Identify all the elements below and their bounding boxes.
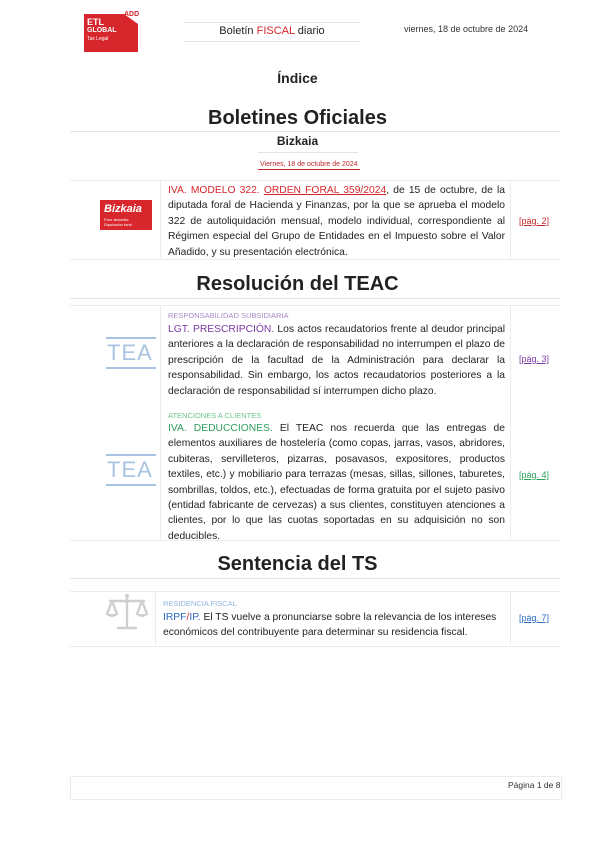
section-rule <box>70 131 560 132</box>
entry-label-b: IP. <box>189 612 201 623</box>
teac-logo-text: TEA <box>107 457 153 482</box>
bizkaia-logo-sub2: Diputación foral <box>104 222 132 227</box>
bizkaia-logo <box>100 200 152 230</box>
date-badge: Viernes, 18 de octubre de 2024 <box>260 161 358 168</box>
section-rule <box>70 298 560 299</box>
index-title: Índice <box>277 70 318 86</box>
header-date: viernes, 18 de octubre de 2024 <box>404 24 529 34</box>
etl-global-logo <box>84 11 140 52</box>
entry-divider <box>160 181 161 258</box>
teac-logo <box>106 337 156 369</box>
teac-logo <box>106 454 156 486</box>
entry-teac-2-text <box>168 421 505 544</box>
logo-tag: ADD <box>124 11 140 18</box>
entry-divider <box>155 592 156 645</box>
entry-body: El TS vuelve a pronunciarse sobre la relevancia de los intereses económicos del contribuyente para determinar su residencia fiscal. <box>163 612 497 639</box>
entry-divider <box>510 306 511 539</box>
page-link-2[interactable]: [pág. 2] <box>519 216 550 226</box>
logo-line-3: Tax Legal <box>87 36 109 42</box>
section-title-teac: Resolución del TEAC <box>196 273 399 295</box>
bulletin-title-accent: FISCAL <box>256 25 295 37</box>
section-title-boletines: Boletines Oficiales <box>208 107 387 129</box>
entry-body: El TEAC nos recuerda que las entregas de elementos auxiliares de hostelería (como copas, jarras, vasos, abridores, cubiteras, servilleteros, pizarras, posavasos, expositores, productos textiles, etc.) y mobiliario para terrazas (mesas, sillas, sillones, taburetes, sombrillas, toldos, etc.), efectuadas de forma gratuita por el sujeto pasivo (entidad fabricante de cervezas) a sus clientes, constituyen atenciones a clientes, por lo que las cuotas soportadas en su adquisición no son deducibles. <box>168 423 505 542</box>
entry-divider <box>510 592 511 645</box>
subtitle-rule <box>258 152 358 153</box>
bizkaia-logo-name: Bizkaia <box>104 203 142 215</box>
entry-divider <box>510 181 511 258</box>
entry-label: IVA. DEDUCCIONES. <box>168 423 273 434</box>
bulletin-title-post: diario <box>294 25 325 37</box>
teac-logo-text: TEA <box>107 340 153 365</box>
page-link-7[interactable]: [pág. 7] <box>519 613 550 623</box>
logo-line-2: GLOBAL <box>87 27 117 34</box>
category-label: RESIDENCIA FISCAL <box>163 599 237 608</box>
category-label: RESPONSABILIDAD SUBSIDIARIA <box>168 311 289 320</box>
page-link-4[interactable]: [pág. 4] <box>519 470 550 480</box>
entry-label: IVA. MODELO 322. <box>168 185 260 196</box>
entry-body: , de 15 de octubre, de la diputada foral de Hacienda y Finanzas, por la que se aprueba el modelo 322 de autoliquidación mensual, modelo individual, correspondiente al Régimen especial del Grupo de Entidades en el Impuesto sobre el Valor Añadido, y su presentación electrónica. <box>168 185 505 258</box>
footer <box>70 776 562 800</box>
page-number: Página 1 de 8 <box>508 780 561 790</box>
entry-ts-text <box>163 610 505 641</box>
entry-teac-1-text <box>168 322 505 399</box>
entry-label-a: IRPF <box>163 612 187 623</box>
entry-label: LGT. PRESCRIPCIÓN. <box>168 324 275 335</box>
bizkaia-logo-sub1: Foru aldundia <box>104 217 129 222</box>
category-label: ATENCIONES A CLIENTES <box>168 411 262 420</box>
section-rule <box>70 578 560 579</box>
bulletin-title <box>183 22 361 42</box>
entry-label-sep: / <box>186 612 190 623</box>
entry-body: Los actos recaudatorios frente al deudor principal anteriores a la declaración de responsabilidad no interrumpen el plazo de prescripción de la facultad de la Administración para declarar la responsabilidad. Sin embargo, los actos recaudatorios posteriores a la declaración de responsabilidad sí interrumpen dicho plazo. <box>168 324 505 397</box>
bulletin-title-pre: Boletín <box>219 25 257 37</box>
logo-line-1: ETL <box>87 17 104 27</box>
entry-divider <box>160 306 161 539</box>
orden-foral-link[interactable]: ORDEN FORAL 359/2024 <box>263 185 387 196</box>
page-link-3[interactable]: [pág. 3] <box>519 354 550 364</box>
entry-bizkaia-text <box>168 183 505 260</box>
section-title-ts: Sentencia del TS <box>217 553 378 575</box>
section-subtitle-bizkaia: Bizkaia <box>276 134 319 148</box>
scales-of-justice-icon <box>104 592 150 632</box>
